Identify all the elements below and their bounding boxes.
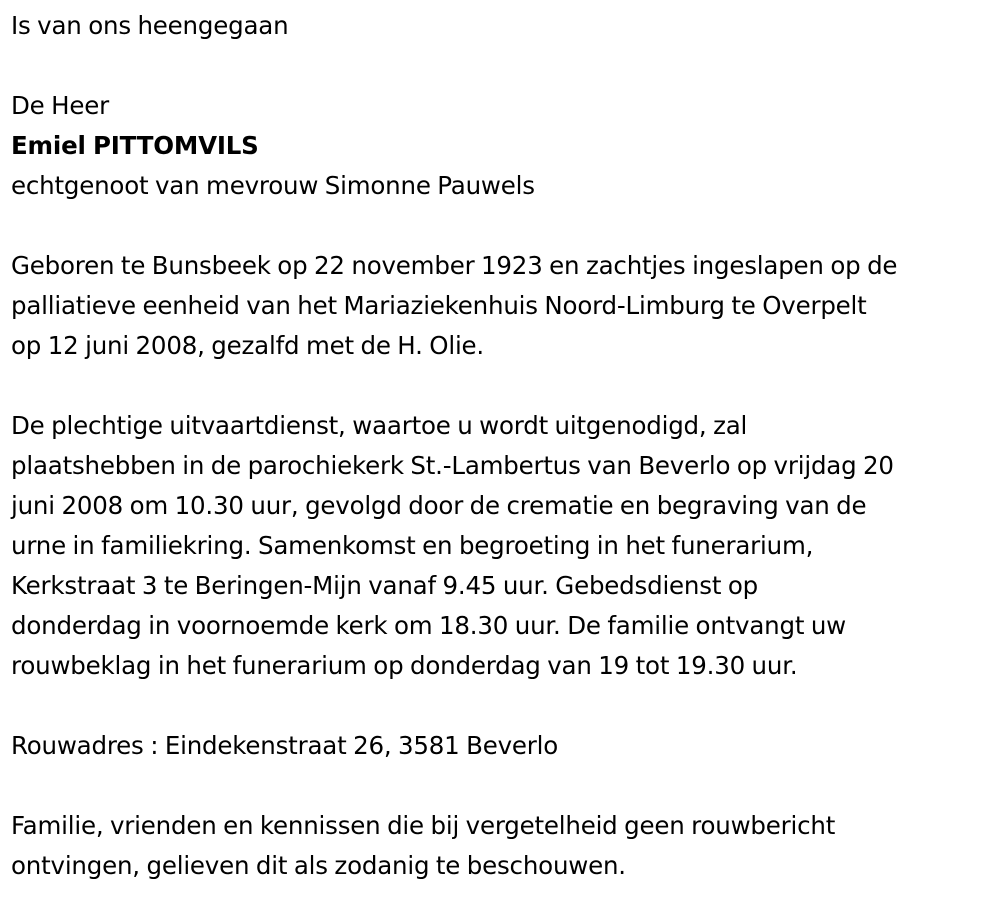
birth-line: palliatieve eenheid van het Mariaziekenhuis Noord-Limburg te Overpelt bbox=[11, 291, 867, 320]
service-line: urne in familiekring. Samenkomst en begroeting in het funerarium, bbox=[11, 531, 814, 560]
service-line: plaatshebben in de parochiekerk St.-Lambertus van Beverlo op vrijdag 20 bbox=[11, 451, 894, 480]
spacer bbox=[11, 686, 996, 726]
death-notice bbox=[11, 6, 996, 886]
closing-line: Familie, vrienden en kennissen die bij vergetelheid geen rouwbericht bbox=[11, 811, 836, 840]
spacer bbox=[11, 46, 996, 86]
address-text: Rouwadres : Eindekenstraat 26, 3581 Beverlo bbox=[11, 731, 559, 760]
service-line: juni 2008 om 10.30 uur, gevolgd door de crematie en begraving van de bbox=[11, 491, 867, 520]
spacer bbox=[11, 206, 996, 246]
spacer bbox=[11, 766, 996, 806]
deceased-name: Emiel PITTOMVILS bbox=[11, 131, 259, 160]
spacer bbox=[11, 366, 996, 406]
birth-line: op 12 juni 2008, gezalfd met de H. Olie. bbox=[11, 331, 485, 360]
spouse-text: echtgenoot van mevrouw Simonne Pauwels bbox=[11, 171, 535, 200]
service-line: Kerkstraat 3 te Beringen-Mijn vanaf 9.45 uur. Gebedsdienst op bbox=[11, 571, 758, 600]
salutation: De Heer bbox=[11, 91, 109, 120]
closing-line: ontvingen, gelieven dit als zodanig te beschouwen. bbox=[11, 851, 626, 880]
birth-paragraph bbox=[11, 246, 996, 366]
service-line: De plechtige uitvaartdienst, waartoe u wordt uitgenodigd, zal bbox=[11, 411, 748, 440]
service-line: rouwbeklag in het funerarium op donderdag van 19 tot 19.30 uur. bbox=[11, 651, 798, 680]
birth-line: Geboren te Bunsbeek op 22 november 1923 en zachtjes ingeslapen op de bbox=[11, 251, 898, 280]
service-paragraph bbox=[11, 406, 996, 686]
service-line: donderdag in voornoemde kerk om 18.30 uur. De familie ontvangt uw bbox=[11, 611, 847, 640]
closing-paragraph bbox=[11, 806, 996, 886]
intro-text: Is van ons heengegaan bbox=[11, 11, 289, 40]
